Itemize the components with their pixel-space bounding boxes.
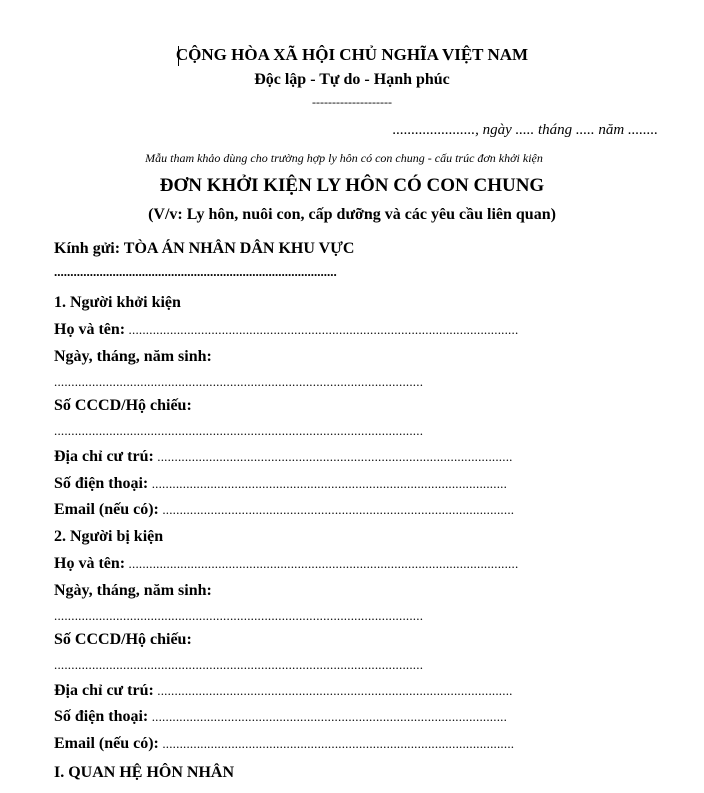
defendant-address-dots: ....................................................................................................... [153, 683, 513, 698]
defendant-address-row [54, 682, 513, 700]
defendant-phone-label: Số điện thoại: [54, 708, 149, 725]
document-title: ĐƠN KHỞI KIỆN LY HÔN CÓ CON CHUNG [159, 175, 545, 196]
defendant-phone-dots: ....................................................................................................... [148, 709, 508, 724]
plaintiff-id-dots: ........................................................................................................... [54, 423, 424, 438]
plaintiff-dob-label: Ngày, tháng, năm sinh: [54, 348, 212, 365]
defendant-name-row [54, 555, 518, 573]
recipient-dots: ....................................................................................... [54, 264, 337, 279]
defendant-email-label: Email (nếu có): [54, 735, 159, 752]
plaintiff-id-label: Số CCCD/Hộ chiếu: [54, 397, 192, 414]
motto: Độc lập - Tự do - Hạnh phúc [254, 71, 450, 88]
plaintiff-address-dots: ....................................................................................................... [153, 449, 513, 464]
defendant-name-label: Họ và tên: [54, 555, 126, 572]
defendant-dob-dots: ........................................................................................................... [54, 608, 424, 623]
defendant-name-dots: ................................................................................................................. [125, 556, 519, 571]
defendant-dob-label: Ngày, tháng, năm sinh: [54, 582, 212, 599]
defendant-id-label: Số CCCD/Hộ chiếu: [54, 631, 192, 648]
section-one-heading: I. QUAN HỆ HÔN NHÂN [54, 764, 235, 781]
plaintiff-address-label: Địa chỉ cư trú: [54, 448, 154, 465]
date-line: ......................, ngày ..... tháng ..... năm ........ [392, 122, 658, 138]
defendant-address-label: Địa chỉ cư trú: [54, 682, 154, 699]
plaintiff-email-row [54, 501, 514, 519]
document-subtitle: (V/v: Ly hôn, nuôi con, cấp dưỡng và các yêu cầu liên quan) [148, 206, 556, 223]
separator: -------------------- [312, 95, 392, 109]
plaintiff-phone-label: Số điện thoại: [54, 475, 149, 492]
defendant-heading: 2. Người bị kiện [54, 528, 164, 545]
defendant-id-dots: ........................................................................................................... [54, 657, 424, 672]
plaintiff-address-row [54, 448, 513, 466]
plaintiff-dob-dots: ........................................................................................................... [54, 374, 424, 389]
plaintiff-name-row [54, 321, 518, 339]
country-heading: CỘNG HÒA XÃ HỘI CHỦ NGHĨA VIỆT NAM [175, 45, 529, 64]
plaintiff-phone-dots: ....................................................................................................... [148, 476, 508, 491]
defendant-email-row [54, 735, 514, 753]
defendant-email-dots: ...................................................................................................... [158, 736, 515, 751]
template-note: Mẫu tham khảo dùng cho trường hợp ly hôn có con chung - cấu trúc đơn khởi kiện [145, 151, 543, 165]
defendant-phone-row [54, 708, 507, 726]
plaintiff-phone-row [54, 475, 507, 493]
plaintiff-email-label: Email (nếu có): [54, 501, 159, 518]
plaintiff-name-label: Họ và tên: [54, 321, 126, 338]
recipient-label: Kính gửi: TÒA ÁN NHÂN DÂN KHU VỰC [54, 240, 355, 257]
plaintiff-heading: 1. Người khởi kiện [54, 294, 181, 311]
plaintiff-name-dots: ................................................................................................................. [125, 322, 519, 337]
plaintiff-email-dots: ...................................................................................................... [158, 502, 515, 517]
